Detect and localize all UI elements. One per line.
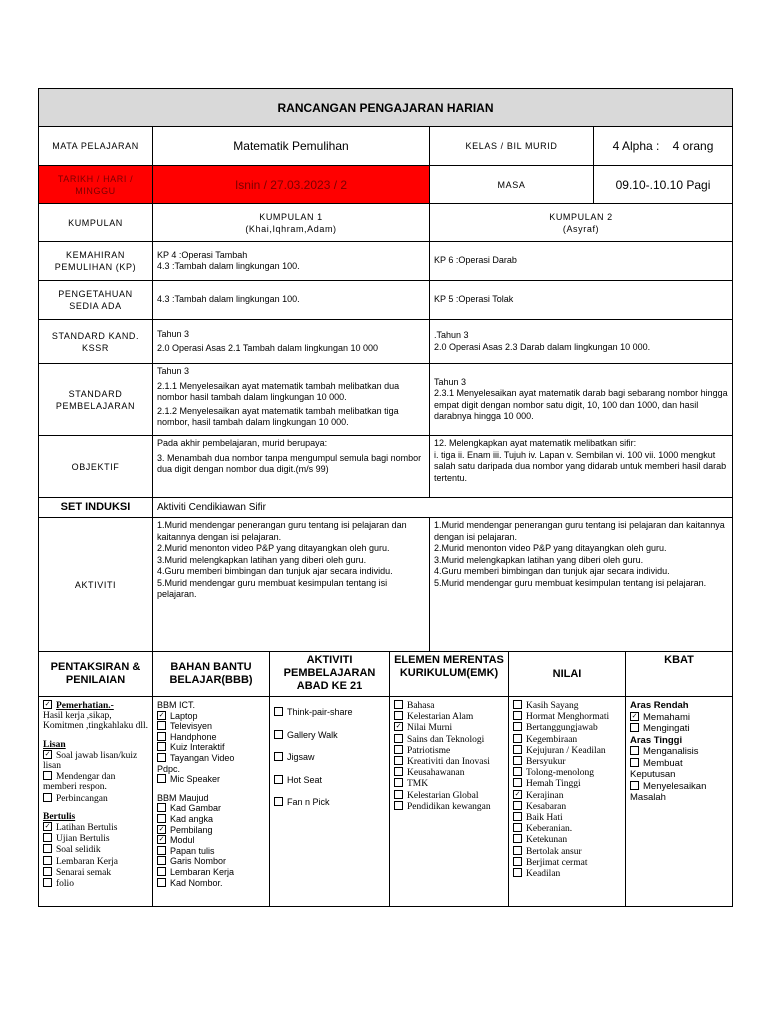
nilai-item-10: Kesabaran bbox=[526, 801, 567, 812]
akt-k1-1: 1.Murid mendengar penerangan guru tentang isi pelajaran dan kaitannya dengan isi pelajaran. bbox=[157, 520, 407, 542]
checkbox-pembilang[interactable] bbox=[157, 825, 166, 834]
value-set-induksi: Aktiviti Cendikiawan Sifir bbox=[153, 498, 733, 518]
emk-item-7: Keusahawanan bbox=[407, 768, 465, 779]
abad-item-1: Think-pair-share bbox=[287, 707, 353, 717]
standard-pemb-group-2 bbox=[430, 364, 733, 436]
kbat-menganalisis: Menganalisis bbox=[643, 746, 699, 757]
emk-item-9: Kelestarian Global bbox=[407, 790, 479, 801]
lesson-plan-table bbox=[38, 88, 733, 204]
checkbox-pemerhatian[interactable] bbox=[43, 700, 52, 709]
checkbox-nilai-13[interactable] bbox=[513, 834, 522, 843]
ict-item-2: Televisyen bbox=[170, 721, 213, 732]
abad-item-2: Gallery Walk bbox=[287, 729, 338, 740]
emk-item-10: Pendidikan kewangan bbox=[407, 801, 491, 812]
nilai-item-6: Bersyukur bbox=[526, 757, 566, 768]
sk-k2-line1: .Tahun 3 bbox=[434, 330, 469, 340]
label-standard-pemb: STANDARD PEMBELAJARAN bbox=[39, 364, 153, 436]
checkbox-think-pair[interactable] bbox=[274, 707, 283, 716]
sp-k2-line2: 2.3.1 Menyelesaikan ayat matematik darab bagi sebarang nombor hingga empat digit dengan nombor satu digit, 10, 100 dan 1000, dan hasil darabnya hingga 10 000. bbox=[434, 388, 728, 421]
checkbox-kelestarian-alam[interactable] bbox=[394, 711, 403, 720]
checkbox-papan-tulis[interactable] bbox=[157, 846, 166, 855]
group-2-members: (Asyraf) bbox=[562, 223, 600, 234]
kbat-memahami: Memahami bbox=[643, 711, 690, 723]
checkbox-garis-nombor[interactable] bbox=[157, 856, 166, 865]
maujud-item-4: Modul bbox=[170, 835, 195, 846]
checkbox-nilai-14[interactable] bbox=[513, 846, 522, 855]
bertulis-item-5: Senarai semak bbox=[56, 867, 112, 878]
checkbox-kad-nombor[interactable] bbox=[157, 878, 166, 887]
checkbox-nilai-4[interactable] bbox=[513, 734, 522, 743]
checkbox-mendengar[interactable] bbox=[43, 771, 52, 780]
checkbox-nilai-16[interactable] bbox=[513, 868, 522, 877]
kemahiran-k1-line2: 4.3 :Tambah dalam lingkungan 100. bbox=[157, 261, 300, 271]
checkbox-lembaran-kerja[interactable] bbox=[43, 856, 52, 865]
checkbox-nilai-3[interactable] bbox=[513, 722, 522, 731]
label-kumpulan: KUMPULAN bbox=[39, 204, 153, 242]
kbat-cell bbox=[626, 697, 733, 907]
emk-item-2: Kelestarian Alam bbox=[407, 712, 474, 723]
group-1-header bbox=[153, 204, 430, 242]
nilai-item-15: Berjimat cermat bbox=[526, 857, 588, 868]
header-nilai: NILAI bbox=[509, 652, 626, 697]
nilai-item-3: Bertanggungjawab bbox=[526, 723, 598, 734]
nilai-item-12: Keberanian. bbox=[526, 824, 573, 835]
bahan-cell bbox=[153, 697, 270, 907]
checkbox-modul[interactable] bbox=[157, 835, 166, 844]
obj-k1-line1: Pada akhir pembelajaran, murid berupaya: bbox=[157, 438, 328, 448]
kbat-mengingati: Mengingati bbox=[643, 723, 690, 734]
nilai-item-8: Hemah Tinggi bbox=[526, 779, 581, 790]
aktiviti-group-1 bbox=[153, 518, 430, 652]
value-tarikh: Isnin / 27.03.2023 / 2 bbox=[153, 166, 430, 204]
sk-k2-line2: 2.0 Operasi Asas 2.3 Darab dalam lingkungan 10 000. bbox=[434, 341, 651, 352]
value-mata-pelajaran: Matematik Pemulihan bbox=[153, 127, 430, 166]
checkbox-nilai-11[interactable] bbox=[513, 812, 522, 821]
group-1-members: (Khai,Iqhram,Adam) bbox=[245, 223, 337, 234]
abad-item-3: Jigsaw bbox=[287, 752, 315, 762]
label-masa: MASA bbox=[430, 166, 594, 204]
groups-table bbox=[38, 203, 733, 652]
label-mata-pelajaran: MATA PELAJARAN bbox=[39, 127, 153, 166]
checkbox-kelestarian-global[interactable] bbox=[394, 790, 403, 799]
checkbox-nilai-1[interactable] bbox=[513, 700, 522, 709]
lisan-item-1: Soal jawab lisan/kuiz lisan bbox=[43, 750, 138, 772]
sk-k1-line2: 2.0 Operasi Asas 2.1 Tambah dalam lingkungan 10 000 bbox=[157, 343, 378, 353]
pemerhatian-label: Pemerhatian.- bbox=[56, 701, 114, 711]
checkbox-patriotisme[interactable] bbox=[394, 745, 403, 754]
kemahiran-group-1 bbox=[153, 242, 430, 281]
label-aktiviti: AKTIVITI bbox=[39, 518, 153, 652]
checkbox-soal-jawab[interactable] bbox=[43, 750, 52, 759]
maujud-item-1: Kad Gambar bbox=[170, 803, 222, 814]
checkbox-televisyen[interactable] bbox=[157, 721, 166, 730]
bertulis-item-1: Latihan Bertulis bbox=[56, 823, 118, 834]
nilai-item-11: Baik Hati bbox=[526, 813, 563, 824]
checkbox-soal-selidik[interactable] bbox=[43, 844, 52, 853]
emk-item-8: TMK bbox=[407, 779, 429, 790]
obj-k2-line2: i. tiga ii. Enam iii. Tujuh iv. Lapan v. Sembilan vi. 100 vii. 1000 mengkut salah satu daripada dua nombor yang didarab untuk memberi hasil darab tertentu. bbox=[434, 449, 727, 483]
emk-item-4: Sains dan Teknologi bbox=[407, 734, 485, 745]
checkbox-bahasa[interactable] bbox=[394, 700, 403, 709]
checkbox-menganalisis[interactable] bbox=[630, 746, 639, 755]
lesson-plan-sheet bbox=[38, 88, 732, 907]
nilai-item-16: Keadilan bbox=[526, 869, 561, 880]
obj-k2-line1: 12. Melengkapkan ayat matematik melibatkan sifir: bbox=[434, 438, 637, 448]
checkbox-handphone[interactable] bbox=[157, 732, 166, 741]
kemahiran-group-2: KP 6 :Operasi Darab bbox=[430, 242, 733, 281]
checkbox-latihan-bertulis[interactable] bbox=[43, 822, 52, 831]
label-objektif: OBJEKTIF bbox=[39, 436, 153, 498]
group-2-title: KUMPULAN 2 bbox=[549, 211, 613, 222]
abad-cell bbox=[270, 697, 390, 907]
sp-k1-line3: 2.1.2 Menyelesaikan ayat matematik tambah melibatkan tiga nombor, hasil tambah dalam lingkungan 10 000. bbox=[157, 405, 399, 427]
checkbox-folio[interactable] bbox=[43, 878, 52, 887]
akt-k2-5: 5.Murid mendengar guru membuat kesimpulan tentang isi pelajaran. bbox=[434, 577, 707, 588]
checkbox-tayangan[interactable] bbox=[157, 753, 166, 762]
lisan-label: Lisan bbox=[43, 739, 66, 750]
akt-k2-3: 3.Murid melengkapkan latihan yang diberi oleh guru. bbox=[434, 554, 644, 565]
checkbox-nilai-8[interactable] bbox=[513, 778, 522, 787]
lisan-item-3: Perbincangan bbox=[56, 793, 108, 804]
nilai-item-1: Kasih Sayang bbox=[526, 701, 579, 711]
label-tarikh: TARIKH / HARI / MINGGU bbox=[39, 166, 153, 204]
checkbox-mengingati[interactable] bbox=[630, 723, 639, 732]
header-kbat: KBAT bbox=[626, 652, 733, 697]
ict-item-3: Handphone bbox=[170, 731, 217, 742]
kbat-membuat-keputusan: Membuat Keputusan bbox=[630, 757, 683, 780]
checkbox-menyelesaikan[interactable] bbox=[630, 781, 639, 790]
akt-k1-5: 5.Murid mendengar guru membuat kesimpulan tentang isi pelajaran. bbox=[157, 577, 388, 599]
checkbox-nilai-5[interactable] bbox=[513, 745, 522, 754]
checkbox-nilai-12[interactable] bbox=[513, 823, 522, 832]
maujud-item-6: Garis Nombor bbox=[170, 856, 227, 867]
maujud-item-2: Kad angka bbox=[170, 813, 214, 824]
akt-k1-2: 2.Murid menonton video P&P yang ditayangkan oleh guru. bbox=[157, 543, 390, 553]
kbat-tinggi-label: Aras Tinggi bbox=[630, 734, 683, 746]
nilai-item-7: Tolong-menolong bbox=[526, 768, 594, 779]
bertulis-item-2: Ujian Bertulis bbox=[56, 834, 110, 845]
standard-kand-group-2 bbox=[430, 320, 733, 364]
checkbox-nilai-9[interactable] bbox=[513, 790, 522, 799]
checkbox-perbincangan[interactable] bbox=[43, 793, 52, 802]
ict-item-4: Kuiz Interaktif bbox=[170, 742, 225, 753]
standard-kand-group-1 bbox=[153, 320, 430, 364]
checkbox-kad-angka[interactable] bbox=[157, 814, 166, 823]
bertulis-label: Bertulis bbox=[43, 811, 76, 822]
label-standard-kand: STANDARD KAND. KSSR bbox=[39, 320, 153, 364]
abad-item-5: Fan n Pick bbox=[287, 797, 330, 807]
nilai-item-14: Bertolak ansur bbox=[526, 846, 582, 857]
checkbox-mic[interactable] bbox=[157, 774, 166, 783]
akt-k2-2: 2.Murid menonton video P&P yang ditayangkan oleh guru. bbox=[434, 543, 667, 553]
nilai-item-13: Ketekunan bbox=[526, 835, 568, 846]
nilai-item-9: Kerajinan bbox=[526, 790, 564, 801]
ict-extra: Pdpc. bbox=[157, 763, 181, 774]
label-kelas: KELAS / BIL MURID bbox=[430, 127, 594, 166]
pengetahuan-group-2: KP 5 :Operasi Tolak bbox=[430, 281, 733, 320]
aktiviti-group-2 bbox=[430, 518, 733, 652]
objektif-group-1 bbox=[153, 436, 430, 498]
checkbox-nilai-10[interactable] bbox=[513, 801, 522, 810]
header-emk: ELEMEN MERENTAS KURIKULUM(EMK) bbox=[390, 652, 509, 697]
akt-k2-1: 1.Murid mendengar penerangan guru tentang isi pelajaran dan kaitannya dengan isi pelajaran. bbox=[434, 520, 725, 542]
label-kemahiran: KEMAHIRAN PEMULIHAN (KP) bbox=[39, 242, 153, 281]
checkbox-senarai-semak[interactable] bbox=[43, 867, 52, 876]
bbm-ict-title: BBM ICT. bbox=[157, 700, 196, 710]
checkbox-hot-seat[interactable] bbox=[274, 775, 283, 784]
group-2-header bbox=[430, 204, 733, 242]
checkbox-keusahawanan[interactable] bbox=[394, 767, 403, 776]
lisan-item-2: Mendengar dan memberi respon. bbox=[43, 772, 116, 793]
obj-k1-line2: 3. Menambah dua nombor tanpa mengumpul semula bagi nombor dua digit dengan nombor dua digit.(m/s 99) bbox=[157, 452, 422, 474]
akt-k1-3: 3.Murid melengkapkan latihan yang diberi oleh guru. bbox=[157, 554, 367, 565]
objektif-group-2 bbox=[430, 436, 733, 498]
bertulis-item-3: Soal selidik bbox=[56, 845, 101, 856]
sp-k1-line1: Tahun 3 bbox=[157, 366, 190, 376]
checkbox-sains[interactable] bbox=[394, 734, 403, 743]
nilai-item-5: Kejujuran / Keadilan bbox=[526, 745, 606, 756]
label-pengetahuan: PENGETAHUAN SEDIA ADA bbox=[39, 281, 153, 320]
group-1-title: KUMPULAN 1 bbox=[259, 211, 323, 222]
checkbox-laptop[interactable] bbox=[157, 711, 166, 720]
sp-k2-line1: Tahun 3 bbox=[434, 376, 467, 387]
page-title: RANCANGAN PENGAJARAN HARIAN bbox=[39, 89, 733, 127]
ict-item-5: Tayangan Video bbox=[170, 752, 235, 763]
checkbox-ujian-bertulis[interactable] bbox=[43, 833, 52, 842]
emk-item-1: Bahasa bbox=[407, 701, 435, 711]
checkbox-kreativiti[interactable] bbox=[394, 756, 403, 765]
assessment-table bbox=[38, 651, 733, 907]
sp-k1-line2: 2.1.1 Menyelesaikan ayat matematik tambah melibatkan dua nombor hasil tambah dalam lingkungan 10 000. bbox=[157, 380, 400, 402]
checkbox-nilai-7[interactable] bbox=[513, 767, 522, 776]
emk-item-6: Kreativiti dan Inovasi bbox=[407, 757, 490, 768]
checkbox-nilai-6[interactable] bbox=[513, 756, 522, 765]
checkbox-kuiz[interactable] bbox=[157, 742, 166, 751]
pentaksiran-cell bbox=[39, 697, 153, 907]
nilai-item-4: Kegembiraan bbox=[526, 734, 578, 745]
kbat-menyelesaikan: Menyelesaikan Masalah bbox=[630, 780, 707, 803]
standard-pemb-group-1 bbox=[153, 364, 430, 436]
checkbox-nilai-2[interactable] bbox=[513, 711, 522, 720]
sk-k1-line1: Tahun 3 bbox=[157, 328, 190, 339]
checkbox-membuat-keputusan[interactable] bbox=[630, 758, 639, 767]
checkbox-pendidikan-kewangan[interactable] bbox=[394, 801, 403, 810]
value-masa: 09.10-.10.10 Pagi bbox=[594, 166, 733, 204]
ict-item-1: Laptop bbox=[170, 710, 198, 721]
header-abad: AKTIVITI PEMBELAJARAN ABAD KE 21 bbox=[270, 652, 390, 697]
maujud-item-7: Lembaran Kerja bbox=[170, 866, 235, 877]
checkbox-gallery-walk[interactable] bbox=[274, 730, 283, 739]
maujud-item-3: Pembilang bbox=[170, 824, 213, 835]
maujud-item-8: Kad Nombor. bbox=[170, 877, 223, 888]
checkbox-nilai-murni[interactable] bbox=[394, 722, 403, 731]
checkbox-nilai-15[interactable] bbox=[513, 857, 522, 866]
header-bahan: BAHAN BANTU BELAJAR(BBB) bbox=[153, 652, 270, 697]
label-set-induksi: SET INDUKSI bbox=[39, 498, 153, 518]
checkbox-kad-gambar[interactable] bbox=[157, 803, 166, 812]
checkbox-lembaran[interactable] bbox=[157, 867, 166, 876]
checkbox-fan-n-pick[interactable] bbox=[274, 797, 283, 806]
checkbox-tmk[interactable] bbox=[394, 778, 403, 787]
pengetahuan-group-1: 4.3 :Tambah dalam lingkungan 100. bbox=[153, 281, 430, 320]
emk-item-3: Nilai Murni bbox=[407, 723, 453, 734]
kbat-rendah-label: Aras Rendah bbox=[630, 700, 689, 711]
header-pentaksiran: PENTAKSIRAN & PENILAIAN bbox=[39, 652, 153, 697]
nilai-item-2: Hormat Menghormati bbox=[526, 712, 610, 723]
maujud-item-5: Papan tulis bbox=[170, 845, 215, 856]
akt-k1-4: 4.Guru memberi bimbingan dan tunjuk ajar secara individu. bbox=[157, 566, 393, 576]
checkbox-memahami[interactable] bbox=[630, 712, 639, 721]
nilai-cell bbox=[509, 697, 626, 907]
checkbox-jigsaw[interactable] bbox=[274, 752, 283, 761]
emk-cell bbox=[390, 697, 509, 907]
pemerhatian-desc: Hasil kerja ,sikap, Komitmen ,tingkahlaku dll. bbox=[43, 711, 149, 732]
kemahiran-k1-line1: KP 4 :Operasi Tambah bbox=[157, 249, 248, 260]
akt-k2-4: 4.Guru memberi bimbingan dan tunjuk ajar secara individu. bbox=[434, 566, 670, 576]
ict-mic: Mic Speaker bbox=[170, 774, 221, 785]
bertulis-item-6: folio bbox=[56, 879, 74, 890]
abad-item-4: Hot Seat bbox=[287, 774, 323, 785]
bertulis-item-4: Lembaran Kerja bbox=[56, 856, 118, 867]
value-kelas: 4 Alpha : 4 orang bbox=[594, 127, 733, 166]
bbm-maujud-title: BBM Maujud bbox=[157, 792, 209, 803]
emk-item-5: Patriotisme bbox=[407, 745, 451, 756]
